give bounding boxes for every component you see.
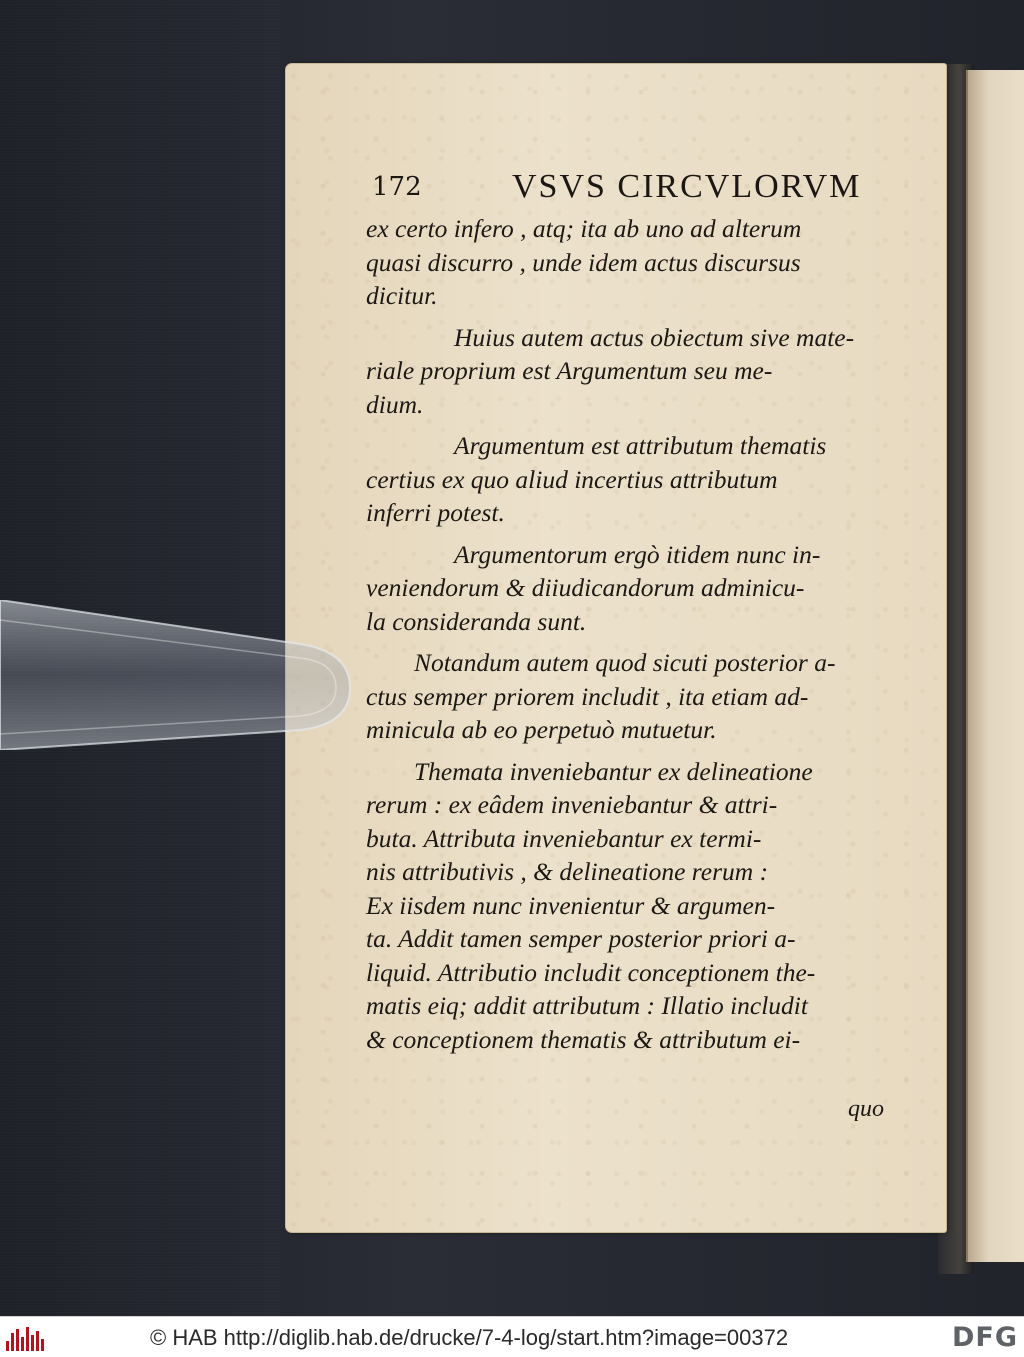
text-line: ta. Addit tamen semper posterior priori a- <box>366 924 796 953</box>
facing-page-edge <box>966 70 1024 1262</box>
hab-logo-bar <box>26 1327 29 1351</box>
footer-bar <box>0 1316 1024 1357</box>
hab-logo-icon <box>6 1325 48 1351</box>
text-line: nis attributivis , & delineatione rerum : <box>366 857 769 886</box>
background-cloth <box>0 0 280 1316</box>
text-line: dium. <box>366 389 424 419</box>
catchword: quo <box>848 1096 884 1122</box>
paragraph-gap <box>366 421 932 429</box>
page-number: 172 <box>372 172 422 202</box>
text-line: buta. Attributa inveniebantur ex termi- <box>366 823 762 853</box>
paragraph-gap <box>366 638 932 646</box>
hab-logo-bar <box>41 1339 44 1351</box>
text-line: certius ex quo aliud incertius attributum <box>366 464 778 494</box>
text-line: ex certo infero , atq; ita ab uno ad alterum <box>366 214 802 243</box>
text-line: Themata inveniebantur ex delineatione <box>414 756 813 786</box>
text-line: la consideranda sunt. <box>366 606 587 636</box>
hab-logo-bar <box>21 1337 24 1351</box>
text-line: inferri potest. <box>366 498 505 527</box>
text-line: Argumentum est attributum thematis <box>454 431 827 460</box>
hab-logo-bar <box>36 1331 39 1351</box>
text-line: riale proprium est Argumentum seu me- <box>366 356 773 385</box>
text-line: Notandum autem quod sicuti posterior a- <box>414 648 836 677</box>
page-header <box>372 168 892 212</box>
paragraph-gap <box>366 747 932 755</box>
hab-logo-bar <box>31 1335 34 1351</box>
copyright-link[interactable]: © HAB http://diglib.hab.de/drucke/7-4-log/start.htm?image=00372 <box>150 1325 789 1350</box>
running-title: VSVS CIRCVLORVM <box>512 168 862 205</box>
text-line: Argumentorum ergò itidem nunc in- <box>454 539 821 569</box>
text-line: liquid. Attributio includit conceptionem the- <box>366 957 816 987</box>
text-line: minicula ab eo perpetuò mutuetur. <box>366 715 717 744</box>
hab-logo-bar <box>16 1329 19 1351</box>
text-line: veniendorum & diiudicandorum adminicu- <box>366 573 805 602</box>
text-line: Huius autem actus obiectum sive mate- <box>454 322 855 352</box>
text-line: quasi discurro , unde idem actus discursus <box>366 247 801 277</box>
hab-logo-bar <box>11 1333 14 1351</box>
dfg-logo: DFG <box>951 1322 1018 1353</box>
page-body <box>366 212 932 1056</box>
hab-logo-bar <box>6 1341 9 1351</box>
text-line: matis eiq; addit attributum : Illatio includit <box>366 991 808 1020</box>
text-line: & conceptionem thematis & attributum ei- <box>366 1024 801 1054</box>
text-line: ctus semper priorem includit , ita etiam ad- <box>366 681 809 711</box>
text-line: rerum : ex eâdem inveniebantur & attri- <box>366 790 778 819</box>
paragraph-gap <box>366 313 932 321</box>
text-line: Ex iisdem nunc invenientur & argumen- <box>366 890 776 920</box>
text-line: dicitur. <box>366 281 438 310</box>
paragraph-gap <box>366 530 932 538</box>
